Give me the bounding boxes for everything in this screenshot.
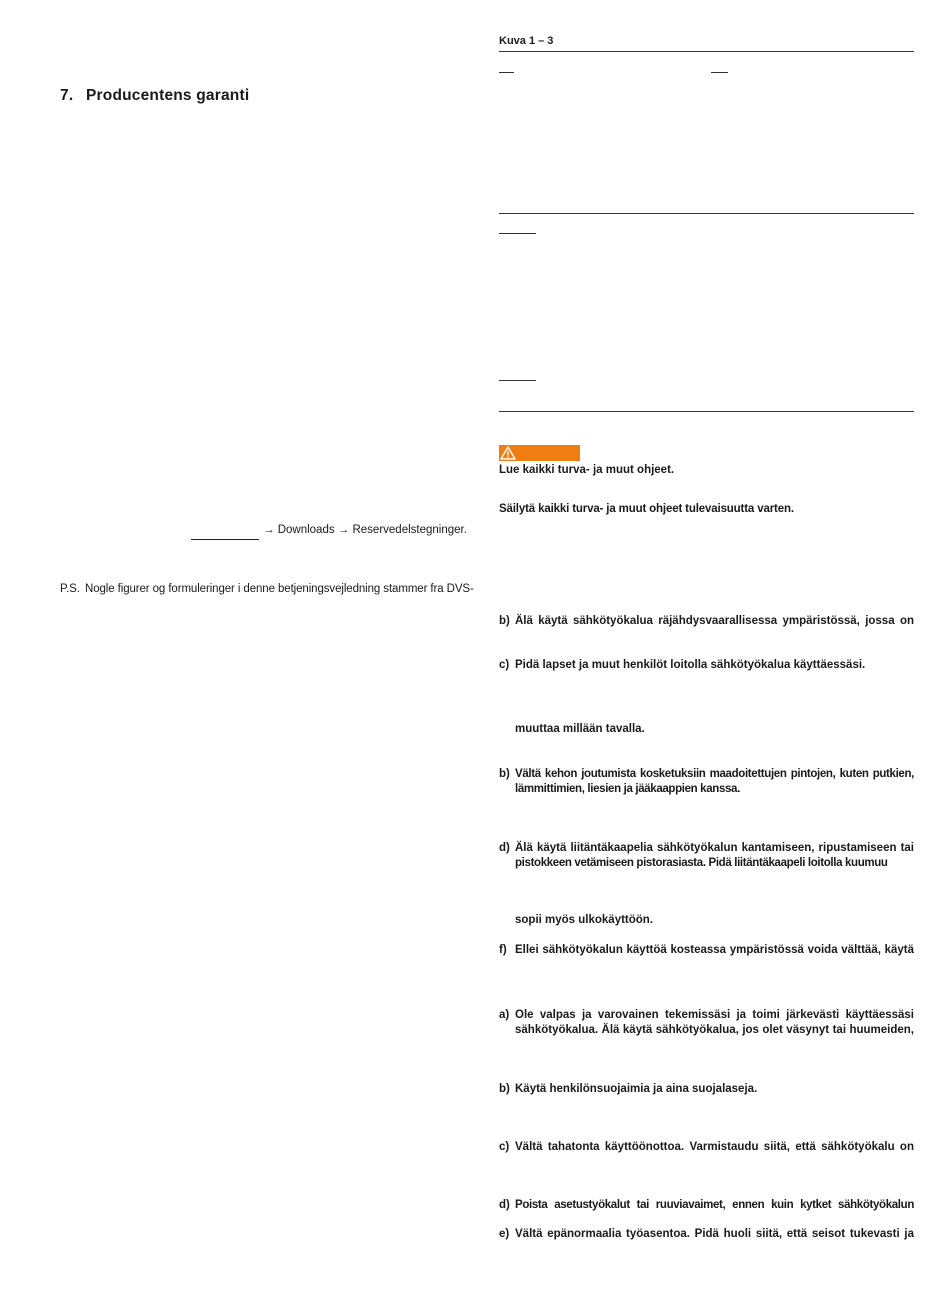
list-item-label: c) <box>499 659 510 671</box>
warning-triangle-icon <box>500 446 516 460</box>
section-title: Producentens garanti <box>86 87 250 104</box>
list-item <box>499 1227 914 1242</box>
list-item-label: b) <box>499 1083 510 1095</box>
list-item-label: b) <box>499 768 510 780</box>
list-item-text: Vältä kehon joutumista kosketuksiin maadoitettujen pintojen, kuten putkien, <box>515 768 914 780</box>
continuation-text: muuttaa millään tavalla. <box>515 723 645 735</box>
list-item-label: e) <box>499 1228 510 1240</box>
list-item <box>499 943 914 958</box>
section-number: 7. <box>60 87 74 104</box>
figure-label-dash <box>711 72 728 73</box>
figure-label-dash <box>499 380 536 381</box>
keep-all-instructions: Säilytä kaikki turva- ja muut ohjeet tulevaisuutta varten. <box>499 503 794 515</box>
postscript-label: P.S. <box>60 583 80 595</box>
figure-bottom-rule <box>499 411 914 412</box>
list-item <box>499 1198 914 1213</box>
postscript <box>60 583 474 595</box>
list-item-text: Ole valpas ja varovainen tekemissäsi ja toimi järkevästi käyttäessäsi <box>515 1009 914 1021</box>
figure-label-dash <box>499 233 536 234</box>
downloads-path: → Downloads → Reservedelstegninger. <box>263 524 467 536</box>
figure-divider-rule <box>499 213 914 214</box>
list-item-text: pistokkeen vetämiseen pistorasiasta. Pidä liitäntäkaapeli loitolla kuumuu <box>515 857 888 869</box>
figure-title: Kuva 1 – 3 <box>499 35 554 47</box>
list-item-text: Ellei sähkötyökalun käyttöä kosteassa ympäristössä voida välttää, käytä <box>515 944 914 956</box>
section-heading <box>60 87 249 105</box>
list-item <box>499 614 914 629</box>
list-item-label: c) <box>499 1141 510 1153</box>
read-all-instructions: Lue kaikki turva- ja muut ohjeet. <box>499 464 675 476</box>
list-item-text: Pidä lapset ja muut henkilöt loitolla sähkötyökalua käyttäessäsi. <box>515 659 866 671</box>
list-item-text: Poista asetustyökalut tai ruuviavaimet, ennen kuin kytket sähkötyökalun <box>515 1199 914 1211</box>
figure-label-dash <box>499 72 514 73</box>
blank-link-underline <box>191 539 259 540</box>
list-item-label: f) <box>499 944 507 956</box>
list-item-text: Käytä henkilönsuojaimia ja aina suojalaseja. <box>515 1083 758 1095</box>
continuation-text: sopii myös ulkokäyttöön. <box>515 914 654 926</box>
list-item <box>499 658 914 673</box>
list-item <box>499 767 914 797</box>
figure-top-rule <box>499 51 914 52</box>
list-item-text: Vältä tahatonta käyttöönottoa. Varmistaudu siitä, että sähkötyökalu on <box>515 1141 914 1153</box>
warning-banner <box>499 445 580 461</box>
list-item <box>499 1082 914 1097</box>
list-item-text: Älä käytä liitäntäkaapelia sähkötyökalun kantamiseen, ripustamiseen tai <box>515 842 914 854</box>
list-item-label: b) <box>499 615 510 627</box>
list-item-label: d) <box>499 1199 510 1211</box>
list-item-text: Älä käytä sähkötyökalua räjähdysvaarallisessa ympäristössä, jossa on <box>515 615 914 627</box>
list-item <box>499 1140 914 1155</box>
list-item-text: lämmittimien, liesien ja jääkaappien kanssa. <box>515 783 740 795</box>
list-item-label: a) <box>499 1009 510 1021</box>
list-item-text: sähkötyökalua. Älä käytä sähkötyökalua, jos olet väsynyt tai huumeiden, <box>515 1024 914 1036</box>
list-item <box>499 841 914 871</box>
postscript-text: Nogle figurer og formuleringer i denne betjeningsvejledning stammer fra DVS- <box>85 583 474 595</box>
list-item-text: Vältä epänormaalia työasentoa. Pidä huoli siitä, että seisot tukevasti ja <box>515 1228 914 1240</box>
list-item-label: d) <box>499 842 510 854</box>
list-item <box>499 1008 914 1038</box>
